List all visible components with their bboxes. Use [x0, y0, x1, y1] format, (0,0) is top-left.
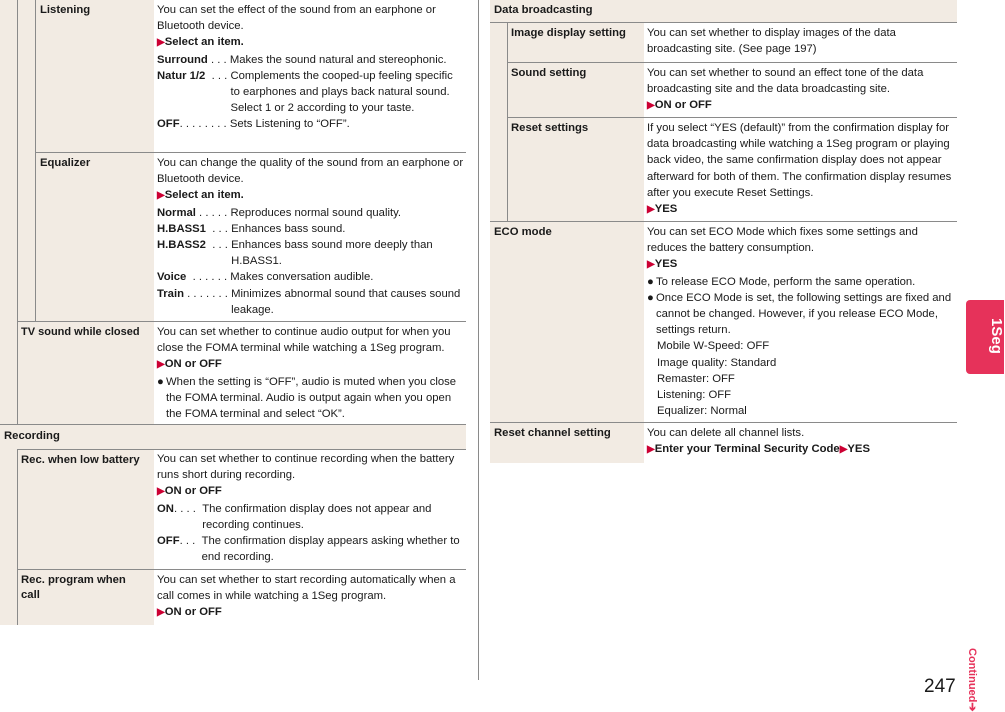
row-divider — [36, 152, 466, 153]
option-term: ON — [157, 502, 174, 515]
arrow-right-icon: ▶ — [647, 204, 655, 216]
recording-indent — [0, 449, 18, 625]
reset-channel-description — [647, 425, 953, 458]
left-divider — [17, 449, 18, 625]
option-dots: . . . — [205, 222, 232, 235]
fixed-setting: Image quality: Standard — [657, 356, 777, 369]
option-term: Surround — [157, 53, 208, 66]
fixed-setting: Listening: OFF — [657, 389, 732, 402]
option-text: Reproduces normal sound quality. — [230, 206, 402, 219]
continued-label: Continued — [966, 648, 978, 703]
reset-channel-step-1: Enter your Terminal Security Code — [654, 443, 840, 456]
tv-sound-intro: You can set whether to continue audio output for when you close the FOMA terminal while watching a 1Seg program. — [157, 326, 451, 355]
data-broadcasting-label: Data broadcasting — [494, 4, 593, 16]
left-divider — [17, 0, 18, 424]
arrow-right-icon: ▶ — [157, 190, 165, 202]
eco-mode-note-2: Once ECO Mode is set, the following settings are fixed and cannot be changed. However, if you release ECO Mode, settings return. — [656, 291, 952, 337]
row-divider — [490, 221, 957, 222]
list-item — [157, 237, 465, 269]
reset-settings-description — [647, 120, 953, 218]
data-broadcasting-indent — [490, 23, 508, 222]
rec-low-battery-intro: You can set whether to continue recording when the battery runs short during recording. — [157, 453, 455, 482]
rec-program-call-step-text: ON or OFF — [164, 606, 222, 619]
option-dots: . . . — [179, 535, 202, 548]
option-text: The confirmation display does not appear and recording continues. — [202, 502, 432, 531]
option-term: OFF — [157, 535, 180, 548]
rec-low-battery-label: Rec. when low battery — [21, 454, 140, 466]
option-term: H.BASS2 — [157, 239, 206, 252]
option-dots: . . . . . . . — [184, 287, 232, 300]
image-display-label: Image display setting — [511, 27, 626, 39]
bullet-icon: ● — [157, 375, 164, 388]
tv-sound-step-text: ON or OFF — [164, 358, 222, 371]
equalizer-step — [157, 187, 465, 204]
arrow-right-icon: ▶ — [839, 444, 848, 456]
sound-setting-step-text: ON or OFF — [654, 99, 712, 112]
bullet-icon: ● — [647, 275, 654, 288]
option-text: The confirmation display appears asking whether to end recording. — [201, 535, 460, 564]
fixed-setting: Remaster: OFF — [657, 372, 735, 385]
right-divider — [507, 23, 508, 222]
option-dots: . . . . . . . . — [179, 118, 230, 131]
arrow-right-icon: ▶ — [157, 37, 165, 49]
option-text: Sets Listening to “OFF”. — [229, 118, 350, 131]
left-outer-indent — [0, 0, 18, 424]
option-term: Train — [157, 287, 184, 300]
option-text: Enhances bass sound. — [231, 222, 346, 235]
row-divider — [490, 422, 957, 423]
fixed-setting: Equalizer: Normal — [657, 405, 747, 418]
tv-sound-step — [157, 356, 465, 373]
list-item — [157, 221, 465, 237]
reset-channel-intro: You can delete all channel lists. — [647, 427, 805, 439]
option-dots: . . . — [207, 53, 230, 66]
tv-sound-description — [157, 324, 465, 422]
option-text: Makes conversation audible. — [230, 271, 374, 284]
equalizer-description — [157, 155, 465, 318]
reset-settings-step — [647, 201, 953, 218]
rec-program-call-description — [157, 572, 465, 622]
eco-mode-note-1: To release ECO Mode, perform the same operation. — [656, 275, 916, 288]
fixed-setting: Mobile W-Speed: OFF — [657, 340, 770, 353]
arrow-right-icon: ▶ — [647, 259, 655, 271]
section-side-tab-label: 1Seg — [988, 318, 1005, 354]
arrow-right-icon: ▶ — [157, 486, 165, 498]
recording-label: Recording — [4, 430, 60, 442]
arrow-right-icon: ▶ — [157, 359, 165, 371]
list-item — [157, 68, 465, 117]
reset-settings-step-text: YES — [654, 203, 678, 216]
option-term: Normal — [157, 206, 196, 219]
option-term: OFF — [157, 118, 180, 131]
row-divider — [490, 22, 957, 23]
image-display-description: You can set whether to display images of the data broadcasting site. (See page 197) — [647, 27, 896, 56]
option-term: Voice — [157, 271, 187, 284]
rec-program-call-label: Rec. program when call — [21, 574, 126, 601]
arrow-right-icon: ➔ — [966, 702, 978, 712]
reset-settings-label: Reset settings — [511, 122, 589, 134]
tv-sound-note: When the setting is “OFF”, audio is muted when you close the FOMA terminal. Audio is output again when you open the FOMA terminal and select “OK”. — [166, 375, 457, 421]
eco-mode-label: ECO mode — [494, 226, 552, 238]
sound-setting-step — [647, 97, 953, 114]
list-item — [157, 205, 465, 221]
rec-program-call-step — [157, 604, 465, 621]
listening-label: Listening — [40, 4, 91, 16]
listening-step-text: Select an item. — [164, 36, 244, 49]
eco-mode-step — [647, 256, 953, 273]
reset-channel-step — [647, 441, 953, 458]
row-divider — [18, 321, 466, 322]
sound-setting-label: Sound setting — [511, 67, 587, 79]
option-term: Natur 1/2 — [157, 69, 206, 82]
tv-sound-label: TV sound while closed — [21, 326, 140, 338]
option-term: H.BASS1 — [157, 222, 206, 235]
eco-mode-intro: You can set ECO Mode which fixes some settings and reduces the battery consumption. — [647, 226, 918, 255]
equalizer-label-cell — [36, 153, 154, 322]
option-dots: . . . . . . — [186, 271, 231, 284]
option-dots: . . . . . — [195, 206, 231, 219]
row-divider — [18, 569, 466, 570]
equalizer-label: Equalizer — [40, 157, 91, 169]
list-item — [157, 533, 465, 565]
row-divider — [18, 449, 466, 450]
note — [157, 374, 465, 423]
note — [647, 290, 953, 339]
reset-channel-label: Reset channel setting — [494, 427, 611, 439]
bullet-icon: ● — [647, 291, 654, 304]
option-dots: . . . — [205, 69, 231, 82]
row-divider — [0, 424, 466, 425]
eco-mode-label-cell — [490, 222, 644, 423]
page-number: 247 — [924, 676, 956, 697]
arrow-right-icon: ▶ — [647, 100, 655, 112]
equalizer-intro: You can change the quality of the sound from an earphone or Bluetooth device. — [157, 157, 464, 186]
list-item — [157, 501, 465, 533]
reset-settings-intro: If you select “YES (default)” from the confirmation display for data broadcasting while watching a 1Seg program or playing back video, the same confirmation display does not appear afterward for both of them. The confirmation display resumes after you execute Reset Settings. — [647, 122, 952, 199]
left-inner-indent — [18, 0, 36, 322]
eco-mode-description — [647, 224, 953, 419]
listening-description — [157, 2, 465, 133]
rec-low-battery-step — [157, 483, 465, 500]
arrow-right-icon: ▶ — [647, 444, 655, 456]
option-dots: . . . . — [173, 502, 203, 515]
sound-setting-description — [647, 65, 953, 115]
list-item — [157, 116, 465, 132]
option-dots: . . . — [205, 239, 232, 252]
option-text: Makes the sound natural and stereophonic. — [229, 53, 447, 66]
rec-low-battery-description — [157, 451, 465, 565]
list-item — [157, 52, 465, 68]
continued-marker — [964, 648, 980, 712]
option-text: Minimizes abnormal sound that causes sound leakage. — [231, 287, 461, 316]
row-divider — [508, 117, 957, 118]
rec-low-battery-step-text: ON or OFF — [164, 485, 222, 498]
list-item — [157, 269, 465, 285]
listening-intro: You can set the effect of the sound from an earphone or Bluetooth device. — [157, 4, 436, 33]
row-divider — [508, 62, 957, 63]
left-divider — [35, 0, 36, 322]
equalizer-step-text: Select an item. — [164, 189, 244, 202]
reset-channel-step-2: YES — [847, 443, 870, 456]
column-separator — [478, 0, 479, 680]
listening-label-cell — [36, 0, 154, 153]
listening-step — [157, 34, 465, 51]
eco-mode-step-text: YES — [654, 258, 678, 271]
option-text: Enhances bass sound more deeply than H.BASS1. — [231, 239, 433, 268]
rec-program-call-intro: You can set whether to start recording automatically when a call comes in while watching a 1Seg program. — [157, 574, 456, 603]
note — [647, 274, 953, 290]
list-item — [157, 286, 465, 318]
arrow-right-icon: ▶ — [157, 607, 165, 619]
sound-setting-intro: You can set whether to sound an effect tone of the data broadcasting site and the data broadcasting site. — [647, 67, 924, 96]
option-text: Complements the cooped-up feeling specific to earphones and plays back natural sound. Select 1 or 2 according to your taste. — [230, 69, 453, 115]
